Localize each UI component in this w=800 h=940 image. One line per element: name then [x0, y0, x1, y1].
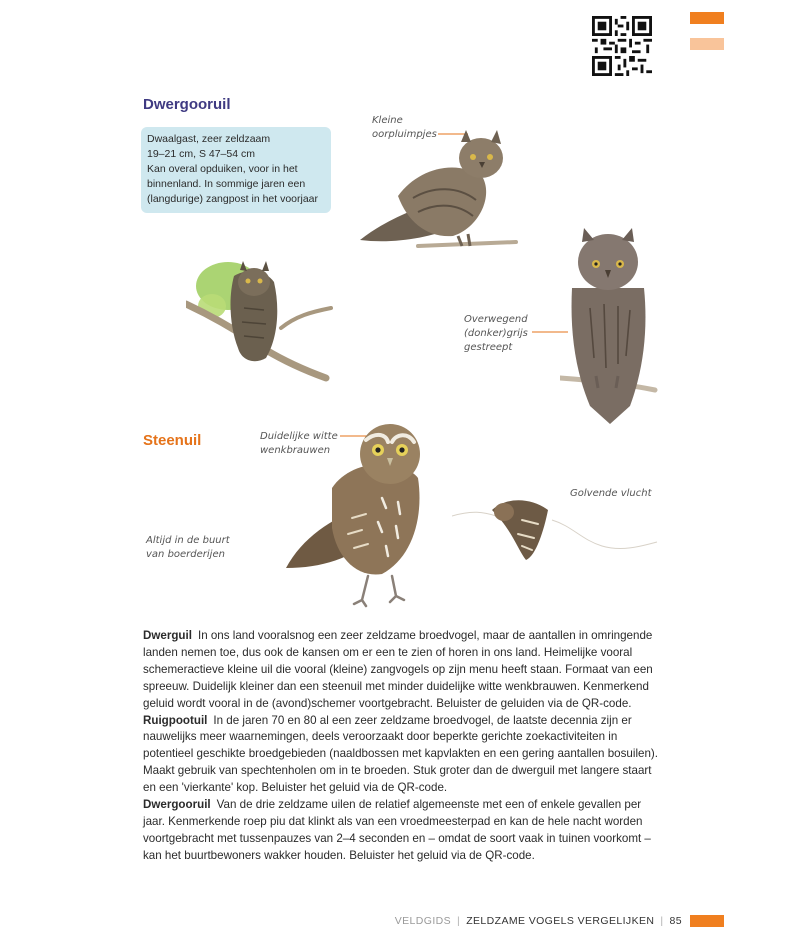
species-descriptions	[143, 628, 663, 865]
little-owl-illustration	[282, 418, 432, 608]
page-number: 85	[669, 915, 682, 927]
owl-in-flight-illustration	[452, 490, 662, 570]
annotation-near-farms	[146, 534, 230, 562]
species-heading-steenuil: Steenuil	[143, 432, 202, 449]
description-text: Van de drie zeldzame uilen de relatief algemeenste met een of enkele gevallen per jaar. Kenmerkende roep piu dat klinkt als van een vroedmeesterpad en kan de hele nacht worden voortgebracht met tussenpauzes van 2–4 seconden en – omdat de soort vaak in tuinen voorkomt – kan het buurtbewoners wakker houden. Beluister het geluid via de QR-code.	[143, 798, 651, 862]
annotation-line: Duidelijke witte	[260, 431, 338, 442]
leader-line	[532, 326, 568, 336]
annotation-line: Altijd in de buurt	[146, 535, 230, 546]
scops-owl-front-illustration	[560, 228, 660, 428]
description-paragraph	[143, 797, 663, 865]
annotation-line: van boerderijen	[146, 549, 225, 560]
footer-book-title: VELDGIDS	[394, 915, 452, 927]
footer-accent-bar	[690, 915, 724, 927]
annotation-line: wenkbrauwen	[260, 445, 331, 456]
annotation-undulating-flight: Golvende vlucht	[570, 488, 652, 499]
species-term: Dwergooruil	[143, 798, 211, 812]
section-tab-marker	[690, 12, 724, 24]
annotation-line: oorpluimpjes	[372, 129, 437, 140]
info-line: 19–21 cm, S 47–54 cm	[147, 148, 255, 160]
description-paragraph	[143, 628, 663, 713]
description-paragraph	[143, 713, 663, 798]
info-line: binnenland. In sommige jaren een	[147, 178, 306, 190]
annotation-line: Overwegend	[464, 314, 528, 325]
info-line: Dwaalgast, zeer zeldzaam	[147, 133, 271, 145]
footer-chapter-title: ZELDZAME VOGELS VERGELIJKEN	[466, 915, 655, 927]
species-term: Dwerguil	[143, 629, 192, 642]
annotation-line: Kleine	[372, 115, 403, 126]
annotation-grey-streaked	[464, 313, 528, 355]
qr-code[interactable]	[592, 16, 652, 76]
description-text: In ons land vooralsnog een zeer zeldzame broedvogel, maar de aantallen in omringende landen nemen toe, dus ook de kansen om er een te zien of horen in ons land. Heimelijke vooral schemeractieve kleine uil die vooral (kleine) zangvogels op zijn menu heeft staan. Formaat van een spreeuw. Duidelijk kleiner dan een steenuil met minder duidelijke witte wenkbrauwen. Kenmerkend geluid wordt vooral in de (avond)schemer voortgebracht. Beluister de geluiden via de QR-code.	[143, 629, 653, 710]
species-info-box	[141, 127, 331, 213]
species-term: Ruigpootuil	[143, 713, 208, 727]
owl-in-tree-illustration	[186, 258, 336, 383]
species-heading-dwergooruil: Dwergooruil	[143, 96, 231, 113]
scops-owl-side-illustration	[358, 128, 523, 258]
description-text: In de jaren 70 en 80 al een zeer zeldzame broedvogel, de laatste decennia zijn er nauwelijks meer waarnemingen, deels veroorzaakt door beperkte gerichte zoekactiviteiten in potentieel geschikte broedgebieden (naaldbossen met kapvlakten en een gering aantallen bosuilen). Maakt gebruik van spechtenholen om in te broeden. Stuk groter dan de dwerguil met langere staart en een 'vierkante' kop. Beluister het geluid via de QR-code.	[143, 713, 658, 795]
info-line: (langdurige) zangpost in het voorjaar	[147, 193, 319, 205]
page-footer: VELDGIDS | ZELDZAME VOGELS VERGELIJKEN | 85	[394, 915, 682, 927]
annotation-line: (donker)grijs	[464, 328, 528, 339]
section-tab-marker-light	[690, 38, 724, 50]
annotation-line: gestreept	[464, 342, 513, 353]
info-line: Kan overal opduiken, voor in het	[147, 163, 298, 175]
